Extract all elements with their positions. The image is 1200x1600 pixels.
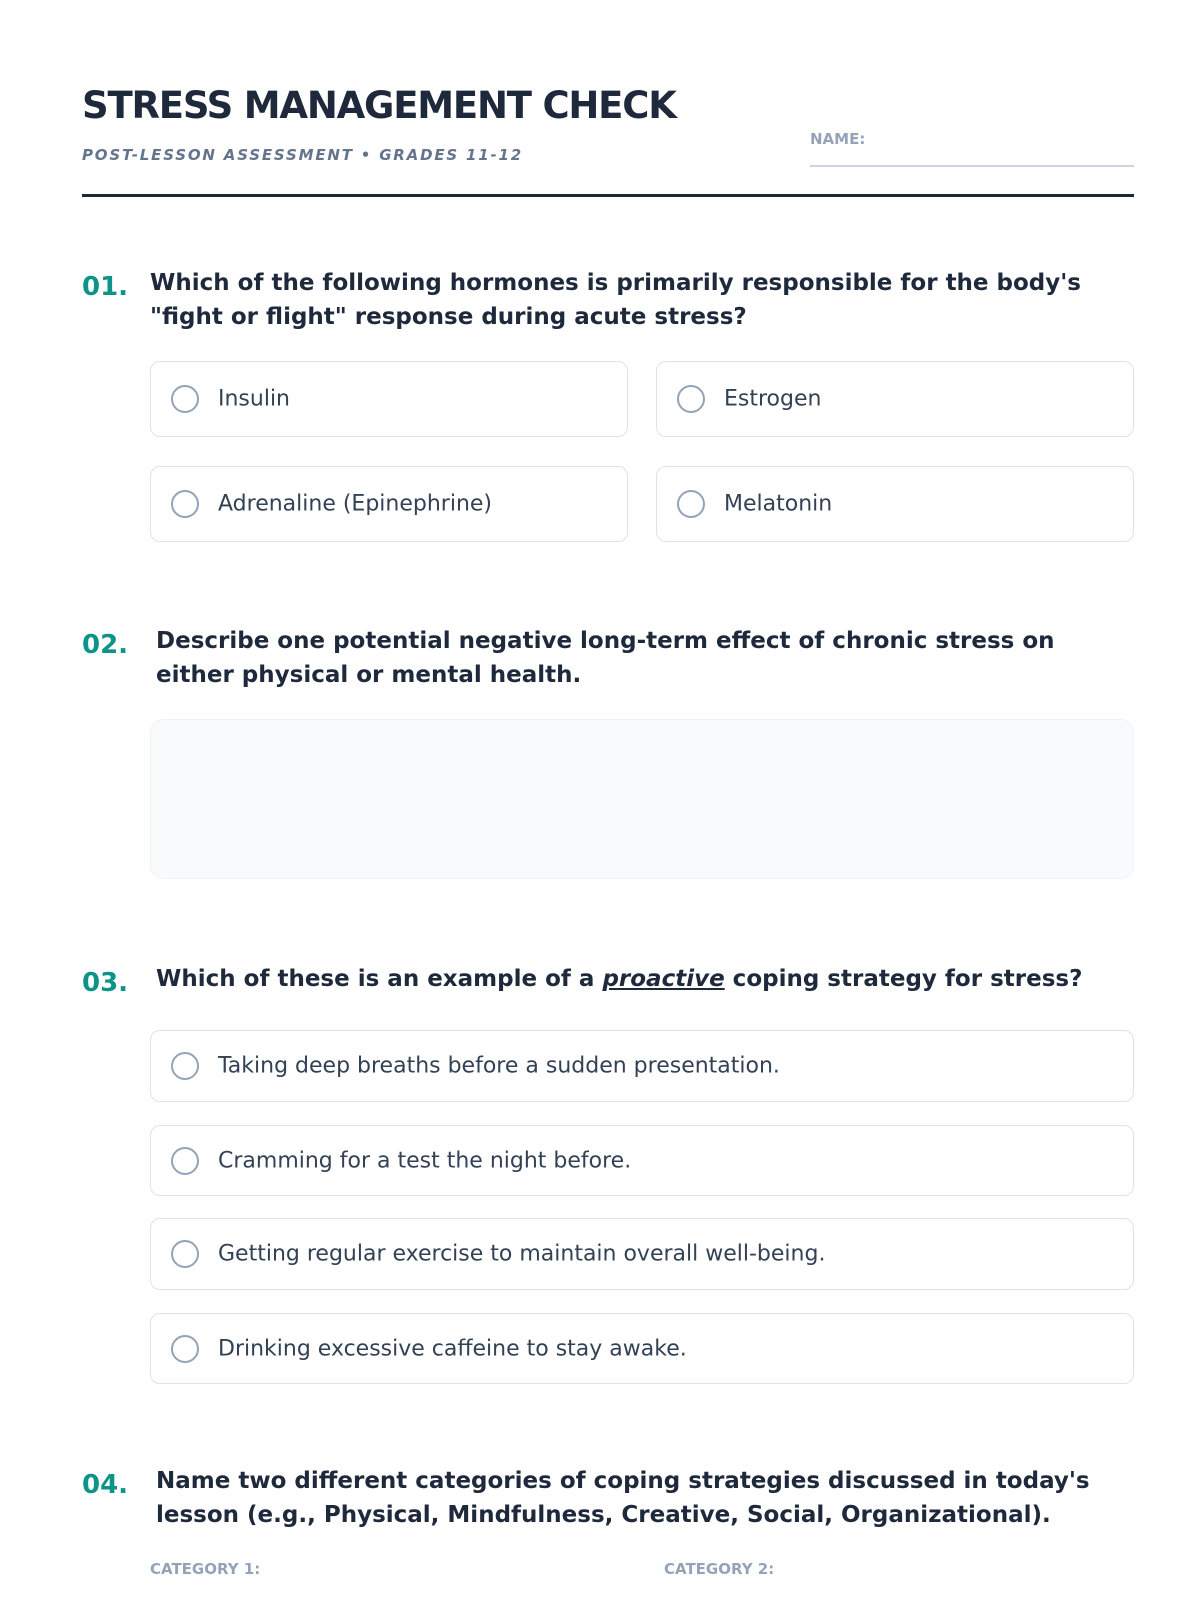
option-label: Estrogen: [724, 386, 822, 412]
option-label: Insulin: [218, 386, 291, 412]
question-2-line-1: Describe one potential negative long-term effect of chronic stress on: [156, 628, 1055, 654]
question-4-line-2: lesson (e.g., Physical, Mindfulness, Creative, Social, Organizational).: [156, 1502, 1051, 1528]
page-header: [82, 84, 1134, 197]
question-2-number: 02.: [82, 630, 129, 660]
question-1-line-2: "fight or flight" response during acute stress?: [150, 304, 747, 330]
option-label: Cramming for a test the night before.: [218, 1148, 632, 1173]
question-1-line-1: Which of the following hormones is primarily responsible for the body's: [150, 270, 1081, 296]
question-3-text-before: Which of these is an example of a: [156, 966, 603, 992]
radio-button[interactable]: [677, 490, 705, 518]
q3-option-d[interactable]: [150, 1313, 1134, 1384]
page-title: STRESS MANAGEMENT CHECK: [82, 84, 676, 127]
question-1-text: [150, 266, 1081, 334]
question-4-number: 04.: [82, 1470, 129, 1500]
category-2-label: CATEGORY 2:: [664, 1560, 775, 1578]
q3-option-a[interactable]: [150, 1030, 1134, 1102]
q3-option-b[interactable]: [150, 1125, 1134, 1196]
option-label: Getting regular exercise to maintain overall well-being.: [218, 1241, 826, 1267]
q1-option-b[interactable]: [656, 361, 1134, 437]
question-2-line-2: either physical or mental health.: [156, 662, 582, 688]
question-3-emphasis: proactive: [602, 966, 725, 992]
name-label: NAME:: [810, 130, 866, 148]
q1-option-d[interactable]: [656, 466, 1134, 542]
question-2-text: [156, 624, 1055, 692]
answer-text-area[interactable]: [150, 719, 1134, 879]
q3-option-c[interactable]: [150, 1218, 1134, 1290]
name-field[interactable]: [810, 130, 1134, 167]
radio-button[interactable]: [171, 1240, 199, 1268]
question-4-line-1: Name two different categories of coping strategies discussed in today's: [156, 1468, 1090, 1494]
option-label: Drinking excessive caffeine to stay awake.: [218, 1336, 687, 1361]
category-1-label: CATEGORY 1:: [150, 1560, 261, 1578]
question-4-text: [156, 1464, 1090, 1532]
option-label: Adrenaline (Epinephrine): [218, 491, 493, 517]
question-3-number: 03.: [82, 968, 129, 998]
q1-option-c[interactable]: [150, 466, 628, 542]
q1-option-a[interactable]: [150, 361, 628, 437]
radio-button[interactable]: [677, 385, 705, 413]
option-label: Melatonin: [724, 491, 833, 517]
radio-button[interactable]: [171, 490, 199, 518]
option-label: Taking deep breaths before a sudden presentation.: [218, 1053, 780, 1079]
radio-button[interactable]: [171, 1147, 199, 1175]
question-1-number: 01.: [82, 272, 129, 302]
radio-button[interactable]: [171, 385, 199, 413]
page-subtitle: POST-LESSON ASSESSMENT • GRADES 11-12: [82, 146, 523, 164]
question-3-text: [156, 962, 1082, 996]
radio-button[interactable]: [171, 1052, 199, 1080]
question-3-text-after: coping strategy for stress?: [724, 966, 1083, 992]
radio-button[interactable]: [171, 1335, 199, 1363]
